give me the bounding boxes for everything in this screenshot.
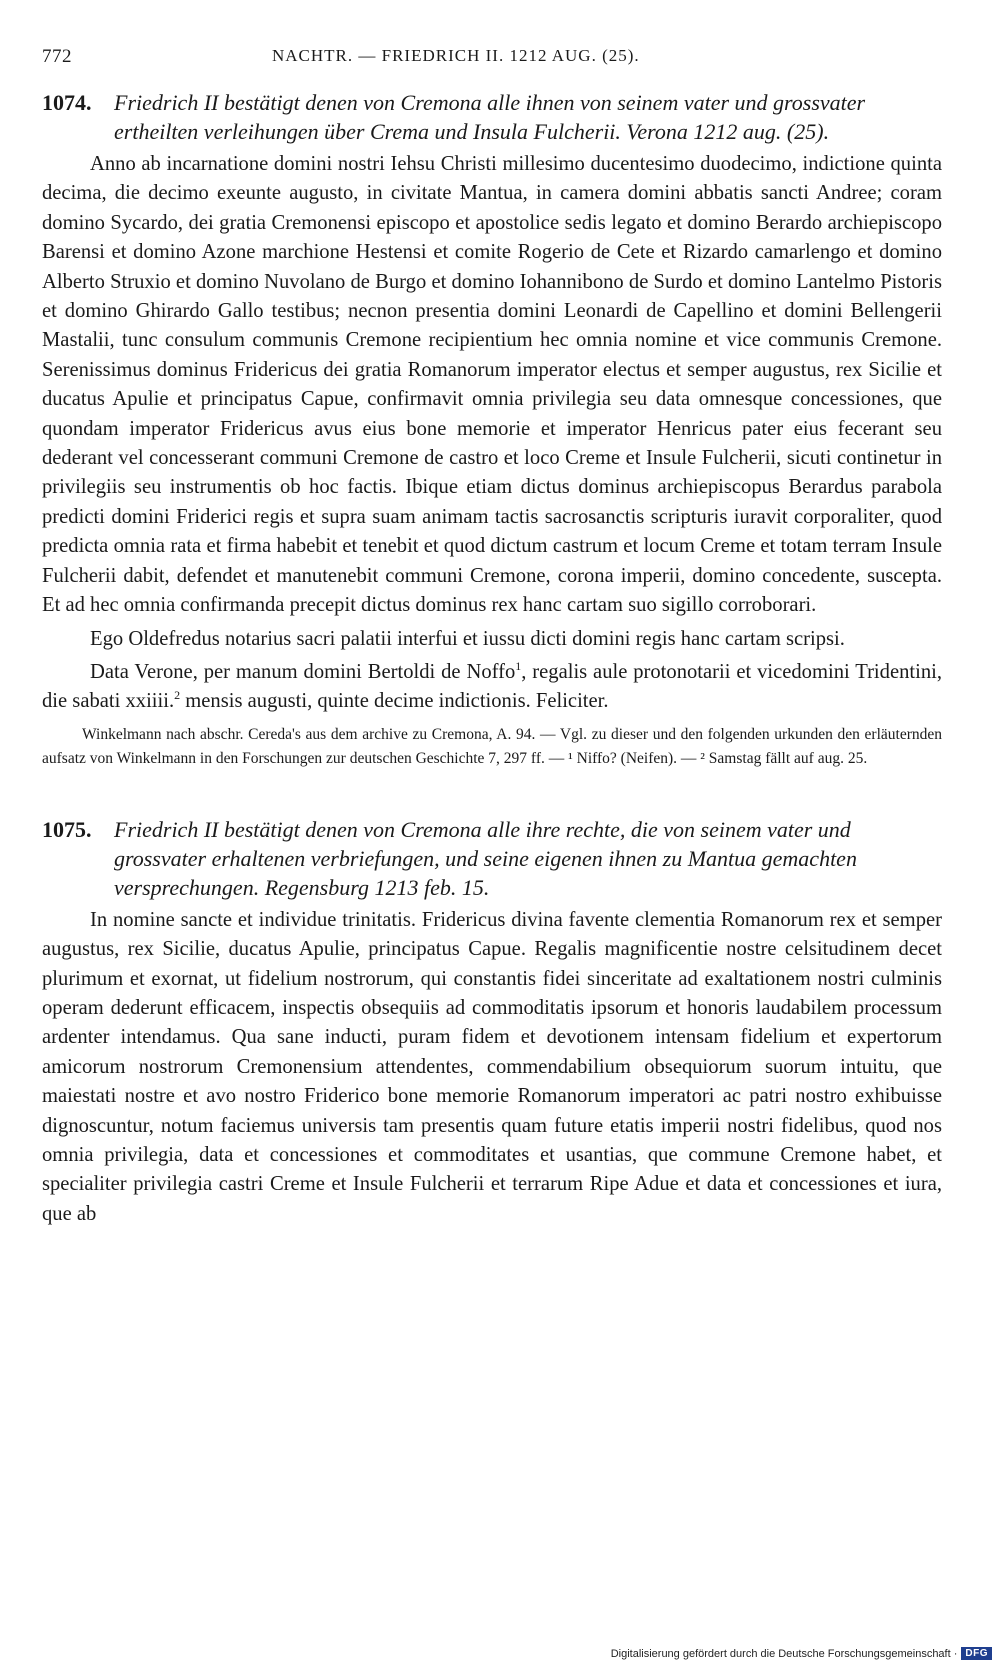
dating-text: mensis augusti, quinte decime indictionis. Feliciter. <box>180 690 609 713</box>
digitization-footer <box>611 1647 992 1660</box>
dating-paragraph <box>42 658 942 717</box>
footnote-marker: 2 <box>174 688 181 703</box>
page-number: 772 <box>42 46 72 67</box>
regest-heading <box>42 88 942 146</box>
regest-text: Friedrich II bestätigt denen von Cremona alle ihnen von seinem vater und grossvater ertheilten verleihungen über Crema und Insula Fulcherii. Verona 1212 aug. (25). <box>114 90 866 144</box>
footer-text: Digitalisierung gefördert durch die Deutsche Forschungsgemeinschaft · <box>610 1647 958 1660</box>
running-head-title: NACHTR. — FRIEDRICH II. 1212 AUG. (25). <box>272 46 640 65</box>
entry-1075 <box>42 815 942 1229</box>
charter-paragraph: In nomine sancte et individue trinitatis. Fridericus divina favente clementia Romanorum rex et semper augustus, rex Sicilie, ducatus Apulie, principatus Capue. Regalis magnificentie nostre celsitudinem decet plurimum et exornat, ut fidelium nostrorum, qui constantis fidei sinceritate ad exaltationem nostri culminis operam dederunt efficacem, inspectis obsequiis ad commoditatis ipsorum et honoris laudabilem processum ardenter intendamus. Qua sane inducti, puram fidem et devotionem intensam fidelium et expertorum amicorum nostrorum Cremonensium attendentes, commendabilium obsequiorum suorum intuitu, que maiestati nostre et avo nostro Friderico bone memorie Romanorum imperatori ac patri nostro exhibuisse dignoscuntur, notum faciemus universis tam presentis quam future etatis imperii nostri fidelibus, quod nos omnia privilegia, data et concessiones et commoditates et usantias, que commune Cremone habet, et specialiter privilegia castri Creme et Insule Fulcherii et terrarum Ripe Adue et data et concessiones et iura, que ab <box>42 908 942 1225</box>
charter-paragraph: Anno ab incarnatione domini nostri Iehsu Christi millesimo ducentesimo duodecimo, indictione quinta decima, die decimo exeunte augusto, in civitate Mantua, in camera domini abbatis sancti Andree; coram domino Sycardo, dei gratia Cremonensi episcopo et apostolice sedis legato et domino Berardo archiepiscopo Barensi et domino Azone marchione Hestensi et comite Rogerio de Cete et Rizardo camarlengo et domino Alberto Struxio et domino Nuvolano de Burgo et domino Iohannibono de Surdo et domino Lantelmo Pistoris et domino Ghirardo Gallo testibus; necnon presentia domini Leonardi de Capellino et domini Bellengerii Mastalii, tunc consulum communis Cremone recipientium hec omnia nomine et vice communis Cremone. Serenissimus dominus Fridericus dei gratia Romanorum imperator electus et semper augustus, rex Sicilie et ducatus Apulie et principatus Capue, confirmavit omnia privilegia seu data omnesque concessiones, que quondam imperator Fridericus avus eius bone memorie et imperator Henricus pater eius fecerant seu dederant vel concesserant communi Cremone de castro et loco Creme et Insule Fulcherii, sicuti continetur in privilegiis seu instrumentis ob hoc factis. Ibique etiam dictus dominus archiepiscopus Berardus parabola predicti domini Friderici regis et supra suam animam tactis sacrosanctis scripturis iuravit corporaliter, quod predicta omnia rata et firma habebit et tenebit et quod dictum castrum et locum Creme et totam terram Insule Fulcherii dabit, defendet et manutenebit communi Cremone, corona imperii, domino concedente, suscepta. Et ad hec omnia confirmanda precepit dictus dominus rex hanc cartam suo sigillo corroborari. <box>42 153 942 617</box>
entry-number: 1074. <box>42 90 92 115</box>
entry-number: 1075. <box>42 816 92 842</box>
charter-paragraph: Ego Oldefredus notarius sacri palatii interfui et iussu dicti domini regis hanc cartam scripsi. <box>90 627 845 650</box>
regest-heading <box>42 815 942 902</box>
document-page <box>42 46 942 1229</box>
running-head <box>42 46 942 78</box>
footnote-marker: 1 <box>515 659 522 674</box>
dating-text: Data Verone, per manum domini Bertoldi de Noffo <box>90 660 516 683</box>
dfg-logo: DFG <box>961 1647 992 1660</box>
regest-text: Friedrich II bestätigt denen von Cremona alle ihre rechte, die von seinem vater und grossvater erhaltenen verbriefungen, und seine eigenen ihnen zu Mantua gemachten versprechungen. Regensburg 1213 feb. 15. <box>114 816 857 900</box>
entry-1074 <box>42 88 942 771</box>
dating-text: , regalis aule protonotarii et vicedomini Tridentini, die sabati xxiiii. <box>42 660 943 713</box>
source-note: Winkelmann nach abschr. Cereda's aus dem archive zu Cremona, A. 94. — Vgl. zu dieser und den folgenden urkunden den erläuternden aufsatz von Winkelmann in den Forschungen zur deutschen Geschichte 7, 297 ff. — ¹ Niffo? (Neifen). — ² Samstag fällt auf aug. 25. <box>42 725 942 767</box>
